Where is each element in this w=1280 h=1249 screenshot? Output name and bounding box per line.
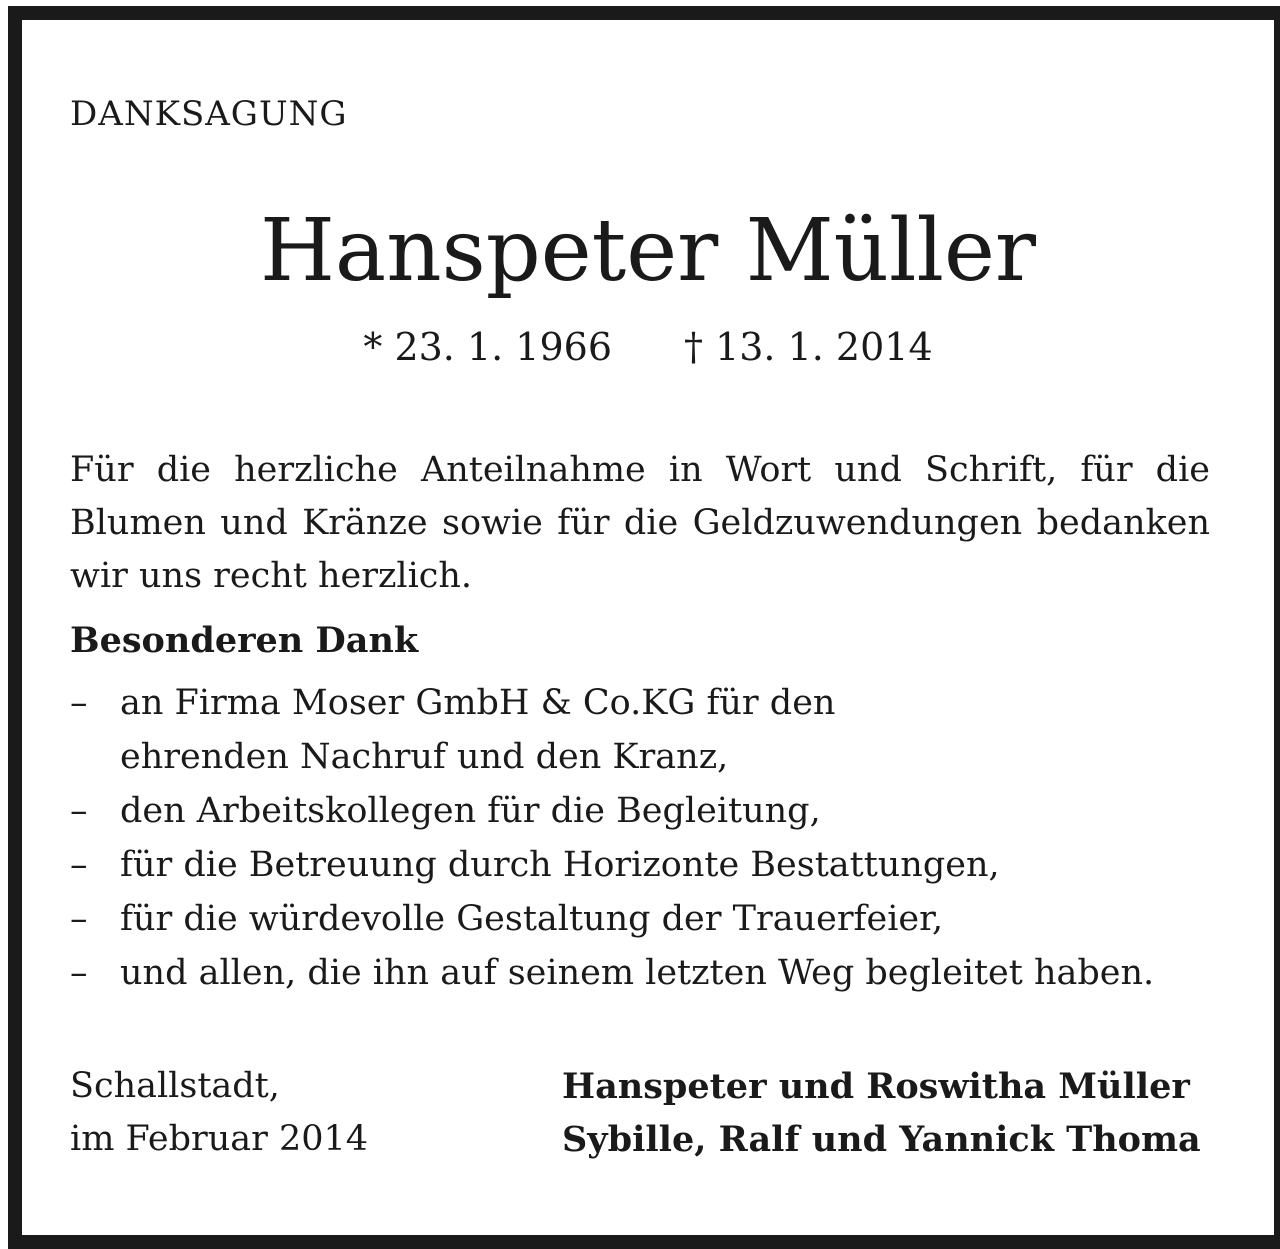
place-and-date — [70, 1060, 368, 1166]
deceased-name: Hanspeter Müller — [259, 201, 1037, 301]
list-dash: – — [70, 899, 88, 939]
signer-line: Hanspeter und Roswitha Müller — [562, 1066, 1190, 1107]
list-dash: – — [70, 953, 88, 993]
life-dates — [22, 325, 1274, 369]
special-thanks-list — [70, 676, 1230, 1000]
birth-date: * 23. 1. 1966 — [363, 325, 612, 369]
notice-heading: DANKSAGUNG — [70, 94, 348, 134]
notice-frame — [8, 6, 1280, 1249]
date: im Februar 2014 — [70, 1119, 369, 1159]
list-item: – für die würdevolle Gestaltung der Trauerfeier, — [70, 892, 1230, 946]
list-dash: – — [70, 791, 88, 831]
list-item: – und allen, die ihn auf seinem letzten Weg begleitet haben. — [70, 946, 1230, 1000]
list-item: – den Arbeitskollegen für die Begleitung, — [70, 784, 1230, 838]
death-date: † 13. 1. 2014 — [684, 325, 933, 369]
list-dash: – — [70, 683, 88, 723]
special-thanks-title: Besonderen Dank — [70, 620, 419, 661]
place: Schallstadt, — [70, 1066, 280, 1106]
signer-line: Sybille, Ralf und Yannick Thoma — [562, 1119, 1201, 1160]
signers — [562, 1060, 1201, 1166]
list-item: – für die Betreuung durch Horizonte Bestattungen, — [70, 838, 1230, 892]
list-dash: – — [70, 845, 88, 885]
list-item: – an Firma Moser GmbH & Co.KG für den ehrenden Nachruf und den Kranz, — [70, 676, 880, 784]
thanks-paragraph: Für die herzliche Anteilnahme in Wort und Schrift, für die Blumen und Kränze sowie für die Geldzuwendungen bedanken wir uns recht herzlich. — [70, 450, 1210, 596]
